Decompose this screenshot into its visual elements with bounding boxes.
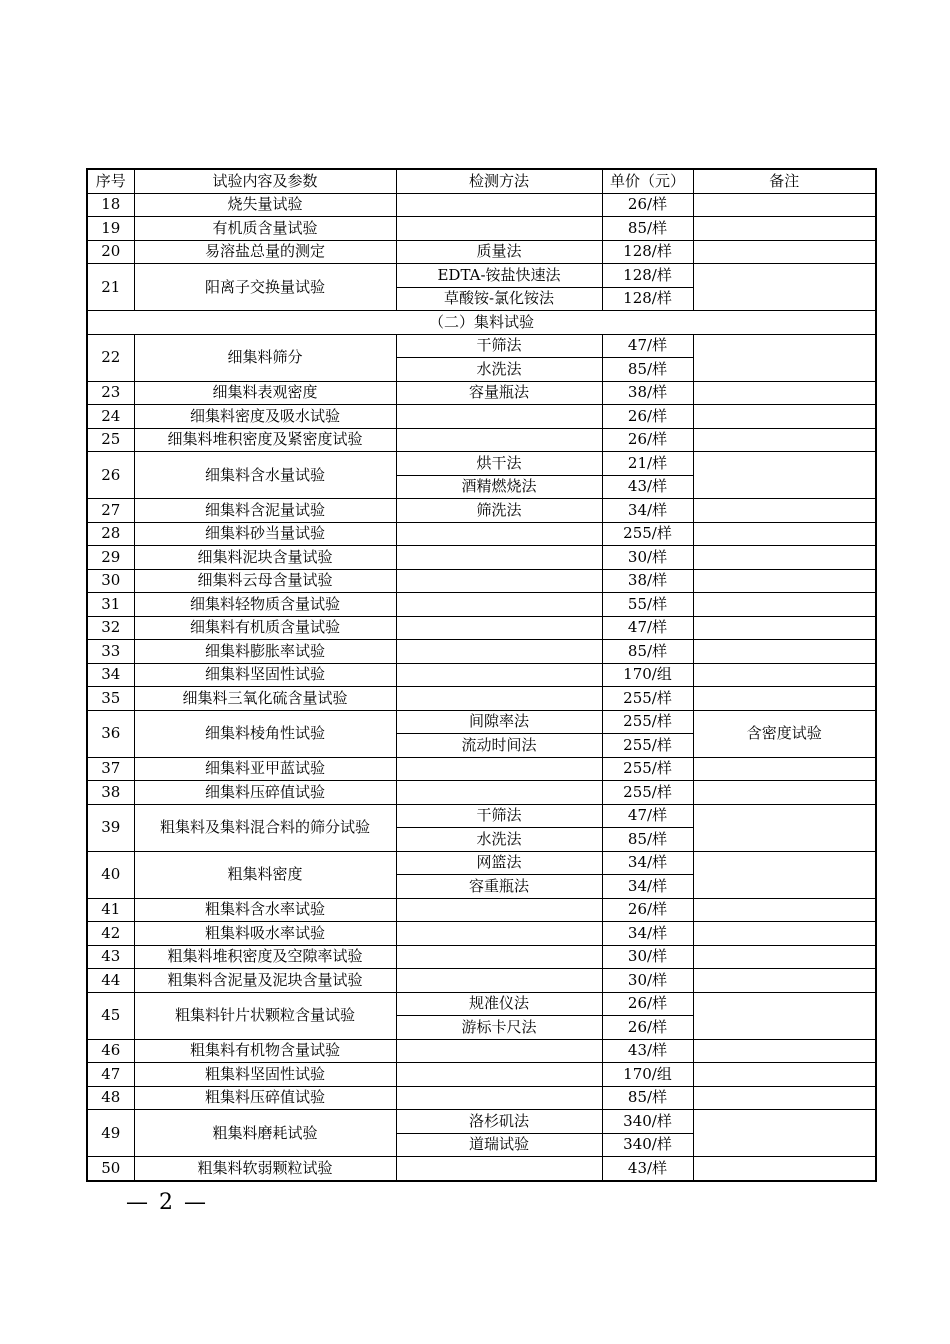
row-remark (693, 1039, 876, 1063)
section-row (87, 311, 876, 335)
table-header-row (87, 169, 876, 193)
row-price: 255/样 (602, 710, 693, 734)
table-row (87, 240, 876, 264)
table-row (87, 499, 876, 523)
row-method (396, 546, 602, 570)
row-remark (693, 992, 876, 1039)
row-index: 27 (87, 499, 134, 523)
row-remark (693, 945, 876, 969)
row-price: 255/样 (602, 757, 693, 781)
row-index: 33 (87, 640, 134, 664)
row-method (396, 663, 602, 687)
row-remark (693, 640, 876, 664)
row-price: 340/样 (602, 1133, 693, 1157)
row-test-name: 粗集料软弱颗粒试验 (134, 1157, 396, 1181)
row-index: 35 (87, 687, 134, 711)
row-price: 128/样 (602, 287, 693, 311)
row-method: 游标卡尺法 (396, 1016, 602, 1040)
row-method (396, 569, 602, 593)
row-test-name: 粗集料压碎值试验 (134, 1086, 396, 1110)
row-test-name: 细集料三氧化硫含量试验 (134, 687, 396, 711)
table-body (87, 169, 876, 1181)
table-row (87, 593, 876, 617)
row-method (396, 640, 602, 664)
row-price: 34/样 (602, 875, 693, 899)
row-remark (693, 1157, 876, 1181)
row-index: 20 (87, 240, 134, 264)
row-method: 筛洗法 (396, 499, 602, 523)
row-test-name: 粗集料有机物含量试验 (134, 1039, 396, 1063)
table-row (87, 945, 876, 969)
row-index: 31 (87, 593, 134, 617)
row-price: 128/样 (602, 240, 693, 264)
row-method (396, 405, 602, 429)
row-index: 37 (87, 757, 134, 781)
row-price: 38/样 (602, 569, 693, 593)
row-remark (693, 663, 876, 687)
row-index: 40 (87, 851, 134, 898)
price-table (86, 168, 877, 1182)
row-index: 44 (87, 969, 134, 993)
row-test-name: 细集料有机质含量试验 (134, 616, 396, 640)
row-remark (693, 898, 876, 922)
row-test-name: 细集料表观密度 (134, 381, 396, 405)
row-remark (693, 616, 876, 640)
table-row (87, 452, 876, 476)
row-price: 255/样 (602, 522, 693, 546)
row-method: 干筛法 (396, 804, 602, 828)
row-method: 草酸铵-氯化铵法 (396, 287, 602, 311)
row-remark (693, 1110, 876, 1157)
row-method (396, 757, 602, 781)
row-price: 255/样 (602, 781, 693, 805)
table-row (87, 1157, 876, 1181)
row-method (396, 898, 602, 922)
row-remark (693, 851, 876, 898)
row-price: 85/样 (602, 217, 693, 241)
header-index: 序号 (87, 169, 134, 193)
row-price: 85/样 (602, 828, 693, 852)
row-price: 26/样 (602, 1016, 693, 1040)
row-test-name: 细集料砂当量试验 (134, 522, 396, 546)
row-test-name: 粗集料含水率试验 (134, 898, 396, 922)
table-row (87, 687, 876, 711)
table-row (87, 757, 876, 781)
row-remark (693, 499, 876, 523)
table-row (87, 264, 876, 288)
row-method: 烘干法 (396, 452, 602, 476)
row-index: 49 (87, 1110, 134, 1157)
row-index: 38 (87, 781, 134, 805)
row-remark (693, 193, 876, 217)
table-row (87, 851, 876, 875)
row-remark (693, 452, 876, 499)
table-row (87, 381, 876, 405)
header-content: 试验内容及参数 (134, 169, 396, 193)
row-test-name: 细集料云母含量试验 (134, 569, 396, 593)
table-row (87, 663, 876, 687)
row-remark (693, 1086, 876, 1110)
row-price: 30/样 (602, 546, 693, 570)
row-index: 29 (87, 546, 134, 570)
row-test-name: 粗集料针片状颗粒含量试验 (134, 992, 396, 1039)
row-price: 26/样 (602, 428, 693, 452)
row-price: 170/组 (602, 663, 693, 687)
row-test-name: 细集料亚甲蓝试验 (134, 757, 396, 781)
row-test-name: 细集料泥块含量试验 (134, 546, 396, 570)
row-index: 22 (87, 334, 134, 381)
row-remark (693, 569, 876, 593)
row-price: 26/样 (602, 898, 693, 922)
table-row (87, 898, 876, 922)
row-price: 43/样 (602, 1157, 693, 1181)
row-test-name: 细集料含水量试验 (134, 452, 396, 499)
row-index: 30 (87, 569, 134, 593)
row-price: 47/样 (602, 616, 693, 640)
row-remark (693, 804, 876, 851)
row-remark (693, 687, 876, 711)
row-price: 128/样 (602, 264, 693, 288)
row-remark (693, 240, 876, 264)
row-index: 50 (87, 1157, 134, 1181)
table-row (87, 1063, 876, 1087)
table-row (87, 992, 876, 1016)
table-row (87, 710, 876, 734)
row-index: 18 (87, 193, 134, 217)
row-method: 酒精燃烧法 (396, 475, 602, 499)
row-index: 21 (87, 264, 134, 311)
row-index: 41 (87, 898, 134, 922)
row-index: 34 (87, 663, 134, 687)
row-remark (693, 922, 876, 946)
row-index: 19 (87, 217, 134, 241)
row-price: 43/样 (602, 1039, 693, 1063)
row-price: 85/样 (602, 640, 693, 664)
row-index: 47 (87, 1063, 134, 1087)
table-row (87, 428, 876, 452)
row-remark (693, 217, 876, 241)
row-test-name: 易溶盐总量的测定 (134, 240, 396, 264)
row-method (396, 945, 602, 969)
table-row (87, 193, 876, 217)
row-remark (693, 522, 876, 546)
row-method: 水洗法 (396, 358, 602, 382)
row-index: 24 (87, 405, 134, 429)
row-test-name: 粗集料密度 (134, 851, 396, 898)
row-price: 34/样 (602, 499, 693, 523)
row-method: 质量法 (396, 240, 602, 264)
row-index: 46 (87, 1039, 134, 1063)
row-method: 容重瓶法 (396, 875, 602, 899)
row-method: EDTA-铵盐快速法 (396, 264, 602, 288)
row-remark (693, 405, 876, 429)
row-index: 23 (87, 381, 134, 405)
row-method (396, 922, 602, 946)
table-row (87, 969, 876, 993)
row-test-name: 细集料膨胀率试验 (134, 640, 396, 664)
table-row (87, 781, 876, 805)
row-method (396, 1086, 602, 1110)
row-method: 干筛法 (396, 334, 602, 358)
row-remark (693, 264, 876, 311)
row-method: 洛杉矶法 (396, 1110, 602, 1134)
row-price: 26/样 (602, 405, 693, 429)
row-price: 21/样 (602, 452, 693, 476)
row-test-name: 粗集料及集料混合料的筛分试验 (134, 804, 396, 851)
table-row (87, 217, 876, 241)
row-index: 42 (87, 922, 134, 946)
row-remark (693, 757, 876, 781)
table-row (87, 569, 876, 593)
row-price: 43/样 (602, 475, 693, 499)
row-test-name: 粗集料磨耗试验 (134, 1110, 396, 1157)
row-price: 26/样 (602, 193, 693, 217)
table-row (87, 546, 876, 570)
row-index: 26 (87, 452, 134, 499)
row-price: 47/样 (602, 334, 693, 358)
row-method (396, 1063, 602, 1087)
row-method (396, 193, 602, 217)
row-index: 28 (87, 522, 134, 546)
row-remark (693, 1063, 876, 1087)
row-price: 34/样 (602, 922, 693, 946)
row-method: 网篮法 (396, 851, 602, 875)
row-index: 48 (87, 1086, 134, 1110)
row-test-name: 细集料筛分 (134, 334, 396, 381)
row-price: 340/样 (602, 1110, 693, 1134)
row-remark (693, 969, 876, 993)
row-index: 36 (87, 710, 134, 757)
row-index: 45 (87, 992, 134, 1039)
row-price: 34/样 (602, 851, 693, 875)
section-title: （二）集料试验 (87, 311, 876, 335)
row-method (396, 969, 602, 993)
row-price: 38/样 (602, 381, 693, 405)
row-method (396, 593, 602, 617)
row-remark (693, 593, 876, 617)
row-method: 容量瓶法 (396, 381, 602, 405)
page-number: — 2 — (126, 1190, 208, 1215)
row-method: 规准仪法 (396, 992, 602, 1016)
table-row (87, 334, 876, 358)
row-method (396, 1039, 602, 1063)
row-method (396, 616, 602, 640)
row-price: 30/样 (602, 969, 693, 993)
row-price: 85/样 (602, 1086, 693, 1110)
row-test-name: 细集料含泥量试验 (134, 499, 396, 523)
row-price: 47/样 (602, 804, 693, 828)
row-price: 30/样 (602, 945, 693, 969)
row-method (396, 428, 602, 452)
row-test-name: 粗集料吸水率试验 (134, 922, 396, 946)
header-remark: 备注 (693, 169, 876, 193)
row-price: 85/样 (602, 358, 693, 382)
row-remark (693, 381, 876, 405)
table-row (87, 1039, 876, 1063)
row-method: 道瑞试验 (396, 1133, 602, 1157)
table-row (87, 1086, 876, 1110)
table-row (87, 804, 876, 828)
row-test-name: 有机质含量试验 (134, 217, 396, 241)
row-test-name: 粗集料含泥量及泥块含量试验 (134, 969, 396, 993)
row-remark (693, 546, 876, 570)
row-index: 25 (87, 428, 134, 452)
table-row (87, 522, 876, 546)
row-remark (693, 781, 876, 805)
row-method (396, 781, 602, 805)
row-method: 间隙率法 (396, 710, 602, 734)
row-price: 255/样 (602, 687, 693, 711)
row-test-name: 粗集料坚固性试验 (134, 1063, 396, 1087)
row-method (396, 522, 602, 546)
header-price: 单价（元） (602, 169, 693, 193)
row-test-name: 粗集料堆积密度及空隙率试验 (134, 945, 396, 969)
row-remark: 含密度试验 (693, 710, 876, 757)
table-row (87, 640, 876, 664)
row-test-name: 阳离子交换量试验 (134, 264, 396, 311)
row-price: 26/样 (602, 992, 693, 1016)
row-remark (693, 334, 876, 381)
row-index: 32 (87, 616, 134, 640)
row-method: 水洗法 (396, 828, 602, 852)
row-test-name: 烧失量试验 (134, 193, 396, 217)
row-test-name: 细集料密度及吸水试验 (134, 405, 396, 429)
row-test-name: 细集料轻物质含量试验 (134, 593, 396, 617)
row-method (396, 1157, 602, 1181)
row-remark (693, 428, 876, 452)
table-row (87, 405, 876, 429)
header-method: 检测方法 (396, 169, 602, 193)
row-price: 55/样 (602, 593, 693, 617)
row-method (396, 687, 602, 711)
row-test-name: 细集料坚固性试验 (134, 663, 396, 687)
row-index: 39 (87, 804, 134, 851)
row-price: 170/组 (602, 1063, 693, 1087)
table-row (87, 616, 876, 640)
row-test-name: 细集料堆积密度及紧密度试验 (134, 428, 396, 452)
row-index: 43 (87, 945, 134, 969)
row-test-name: 细集料压碎值试验 (134, 781, 396, 805)
table-row (87, 1110, 876, 1134)
row-method: 流动时间法 (396, 734, 602, 758)
table-row (87, 922, 876, 946)
row-price: 255/样 (602, 734, 693, 758)
row-method (396, 217, 602, 241)
row-test-name: 细集料棱角性试验 (134, 710, 396, 757)
